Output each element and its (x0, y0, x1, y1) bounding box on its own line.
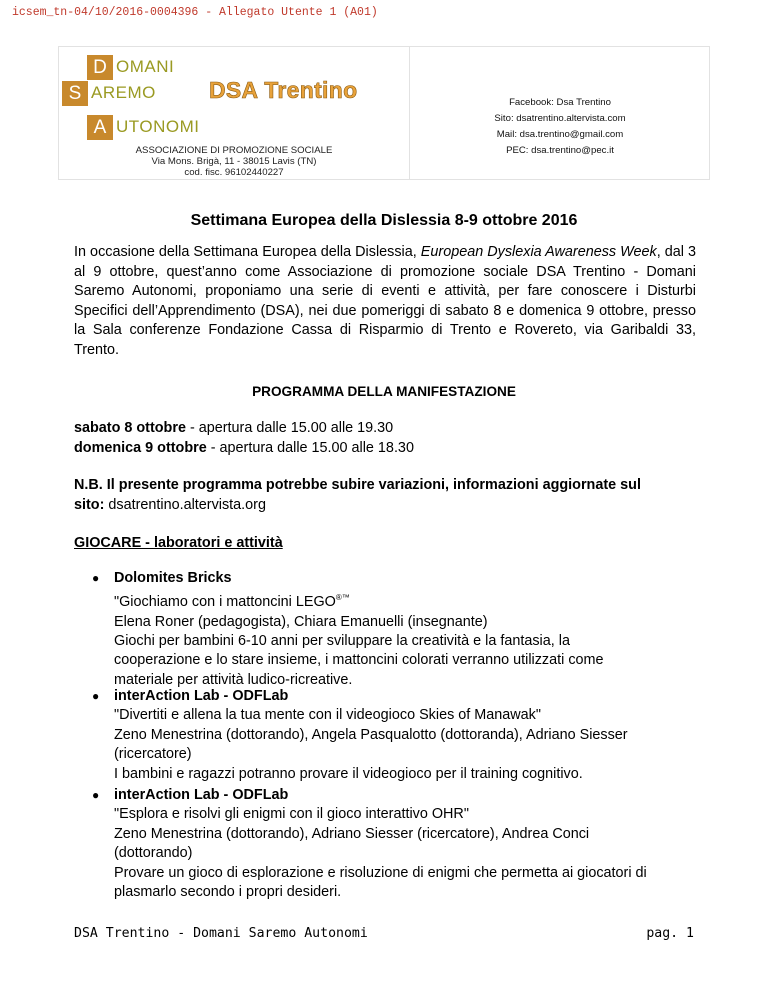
intro-text-2: , dal 3 al 9 ottobre, quest’anno come Associazione di promozione sociale DSA Trentino - Domani Saremo Autonomi, proponiamo una serie di eventi e attività, per fare conoscere i Disturbi Specifici dell’Apprendimento (DSA), nei due pomeriggi di sabato 8 e domenica 9 ottobre, presso la Sala conferenze Fondazione Cassa di Risparmio di Trento e Rovereto, via Garibaldi 33, Trento. (74, 244, 697, 358)
contact-mail: Mail: dsa.trentino@gmail.com (496, 129, 624, 140)
item-line: materiale per attività ludico-ricreative. (114, 671, 353, 688)
bullet-icon: ● (92, 689, 100, 703)
association-fiscal-code: cod. fisc. 96102440227 (184, 167, 284, 178)
item-line: I bambini e ragazzi potranno provare il videogioco per il training cognitivo. (114, 765, 583, 782)
logo-letter-a: A (87, 115, 113, 140)
logo (59, 47, 409, 181)
item-line: Elena Roner (pedagogista), Chiara Emanuelli (insegnante) (114, 613, 488, 630)
note-site: dsatrentino.altervista.org (104, 497, 266, 513)
page-title: Settimana Europea della Dislessia 8-9 ottobre 2016 (190, 212, 578, 229)
item-org: interAction Lab - ODFLab (114, 787, 289, 803)
footer-title: DSA Trentino - Domani Saremo Autonomi (74, 926, 368, 941)
note-line-2 (74, 497, 266, 513)
note-line-1: N.B. Il presente programma potrebbe subire variazioni, informazioni aggiornate sul (74, 477, 641, 493)
note-site-label: sito: (74, 497, 105, 513)
item-line: Zeno Menestrina (dottorando), Angela Pasqualotto (dottoranda), Adriano Siesser (114, 726, 628, 743)
saturday-day: sabato 8 ottobre (74, 420, 186, 436)
logo-word-omani: OMANI (116, 57, 175, 76)
contact-facebook: Facebook: Dsa Trentino (509, 97, 611, 108)
saturday-hours: - apertura dalle 15.00 alle 19.30 (185, 420, 394, 436)
item-line: Zeno Menestrina (dottorando), Adriano Siesser (ricercatore), Andrea Conci (114, 825, 590, 842)
bullet-icon: ● (92, 788, 100, 802)
bullet-icon: ● (92, 571, 100, 585)
trademark-sign: ®™ (335, 593, 350, 603)
contact-pec: PEC: dsa.trentino@pec.it (506, 145, 614, 156)
section-title-giocare: GIOCARE - laboratori e attività (74, 535, 283, 551)
letterhead (58, 46, 710, 180)
program-title: PROGRAMMA DELLA MANIFESTAZIONE (252, 384, 516, 399)
item-org: interAction Lab - ODFLab (114, 688, 289, 704)
list-item (92, 786, 704, 902)
logo-word-utonomi: UTONOMI (116, 117, 200, 136)
item-line: (dottorando) (114, 845, 193, 862)
logo-letter-d: D (87, 55, 113, 80)
item-line: (ricercatore) (114, 746, 192, 763)
schedule-sunday (74, 440, 414, 456)
intro-italic: European Dyslexia Awareness Week (420, 244, 657, 260)
sunday-hours: - apertura dalle 15.00 alle 18.30 (206, 440, 414, 456)
logo-word-aremo: AREMO (91, 83, 156, 102)
item-line: "Esplora e risolvi gli enigmi con il gioco interattivo OHR" (114, 806, 469, 823)
item-org: Dolomites Bricks (114, 570, 232, 586)
item-line: plasmarlo secondo i propri desideri. (114, 884, 342, 901)
association-address: Via Mons. Brigà, 11 - 38015 Lavis (TN) (151, 156, 317, 167)
logo-letter-s: S (62, 81, 88, 106)
page-number: pag. 1 (646, 926, 694, 941)
document-reference: icsem_tn-04/10/2016-0004396 - Allegato Utente 1 (A01) (12, 6, 378, 19)
item-line: Provare un gioco di esplorazione e risoluzione di enigmi che permetta ai giocatori di (114, 864, 647, 881)
association-type: ASSOCIAZIONE DI PROMOZIONE SOCIALE (135, 145, 333, 156)
intro-paragraph (74, 243, 696, 360)
item-line: "Divertiti e allena la tua mente con il videogioco Skies of Manawak" (114, 707, 541, 724)
list-item (92, 569, 704, 690)
schedule-saturday (74, 420, 393, 436)
item-line: cooperazione e lo stare insieme, i mattoncini colorati verranno utilizzati come (114, 652, 604, 669)
item-line: "Giochiamo con i mattoncini LEGO®™ (114, 593, 350, 611)
item-line: Giochi per bambini 6-10 anni per sviluppare la creatività e la fantasia, la (114, 633, 570, 650)
sunday-day: domenica 9 ottobre (74, 440, 207, 456)
intro-text-1: In occasione della Settimana Europea della Dislessia, (74, 244, 421, 260)
contact-site: Sito: dsatrentino.altervista.com (494, 113, 626, 124)
list-item (92, 687, 704, 784)
brand-name: DSA Trentino (209, 77, 358, 103)
